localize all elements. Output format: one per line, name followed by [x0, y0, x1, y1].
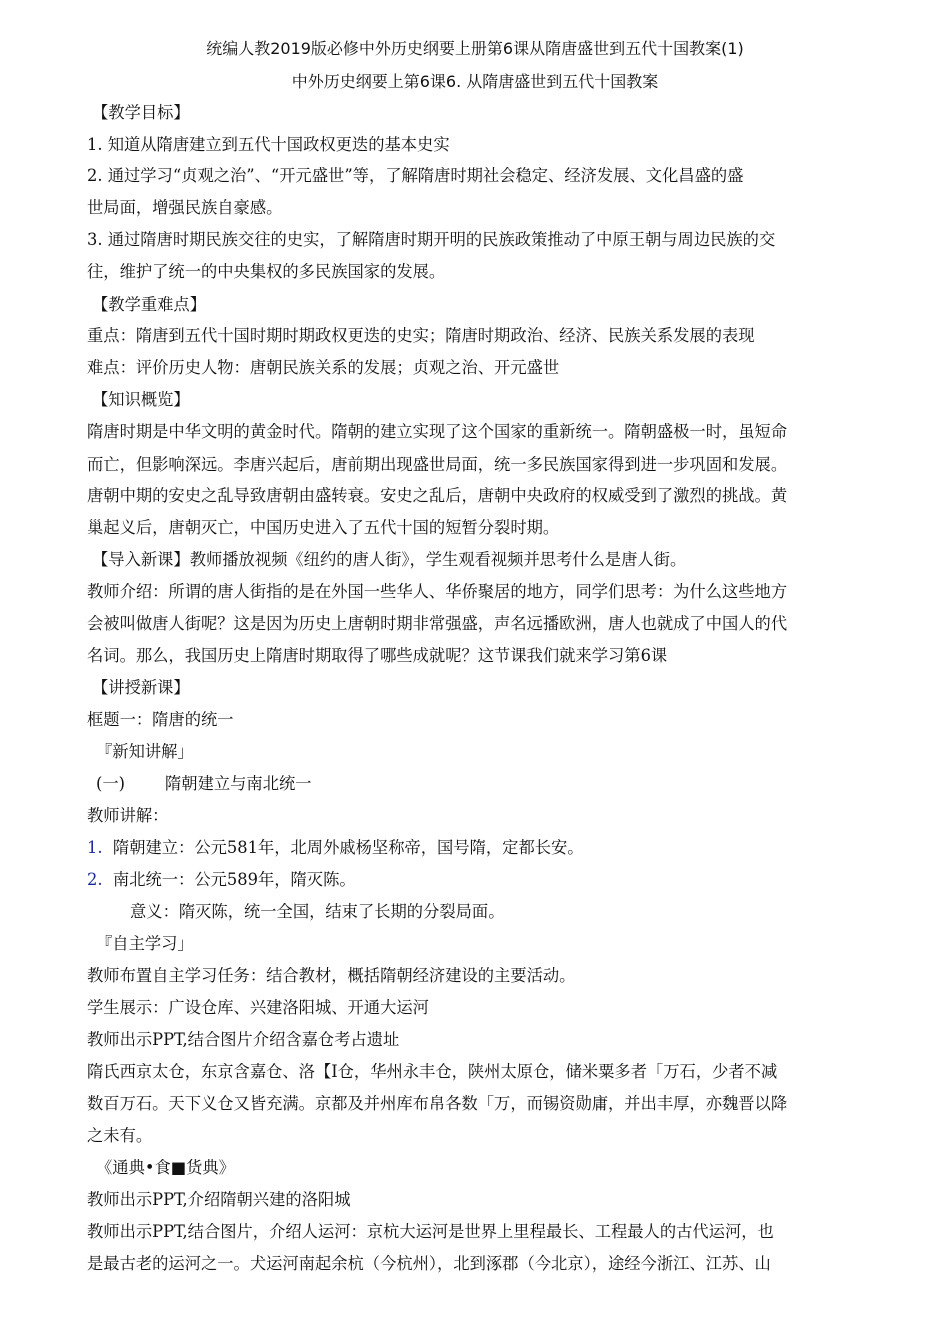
- paragraph-line: 难点：评价历史人物：唐朝民族关系的发展；贞观之治、开元盛世: [87, 358, 560, 377]
- item-text: 隋朝建立：公元581年，北周外戚杨坚称帝，国号隋，定都长安。: [112, 838, 584, 857]
- section-heading-overview: 【知识概览】: [92, 390, 190, 409]
- paragraph-line: 隋唐时期是中华文明的黄金时代。隋朝的建立实现了这个国家的重新统一。隋朝盛极一时，虽短命: [87, 422, 788, 441]
- paragraph-line: 教师出示PPT,介绍隋朝兴建的洛阳城: [87, 1190, 351, 1209]
- paragraph-line: 世局面，增强民族自豪感。: [87, 198, 283, 217]
- quote-line: 隋氏西京太仓，东京含嘉仓、洛【I仓，华州永丰仓，陕州太原仓，储米粟多者「万石，少者不减: [87, 1062, 778, 1081]
- paragraph-line: 教师出示PPT,结合图片，介绍人运河：京杭大运河是世界上里程最长、工程最人的古代运河，也: [87, 1222, 774, 1241]
- subsection-heading: 『自主学习」: [96, 934, 194, 953]
- paragraph-line: 唐朝中期的安史之乱导致唐朝由盛转衰。安史之乱后，唐朝中央政府的权威受到了激烈的挑战。黄: [87, 486, 788, 505]
- section-heading-new-lesson: 【讲授新课】: [92, 678, 190, 697]
- subsection-heading: 『新知讲解」: [96, 742, 194, 761]
- paragraph-line: 【导入新课】教师播放视频《纽约的唐人街》，学生观看视频并思考什么是唐人街。: [92, 550, 687, 569]
- paragraph-line: 教师布置自主学习任务：结合教材，概括隋朝经济建设的主要活动。: [87, 966, 576, 985]
- item-number: 2.: [87, 870, 103, 889]
- paragraph-line: 3. 通过隋唐时期民族交往的史实，了解隋唐时期开明的民族政策推动了中原王朝与周边民族的交: [87, 230, 776, 249]
- paragraph-line: 2. 通过学习“贞观之治”、“开元盛世”等，了解隋唐时期社会稳定、经济发展、文化昌盛的盛: [87, 166, 744, 185]
- section-heading-key-points: 【教学重难点】: [92, 295, 206, 314]
- quote-source: 《通典•食■货典》: [96, 1158, 235, 1177]
- numbered-item: [87, 837, 867, 859]
- paragraph-line: 是最古老的运河之一。犬运河南起余杭（今杭州），北到涿郡（今北京），途经今浙江、江苏、山: [87, 1254, 771, 1273]
- document-subtitle: 中外历史纲要上第6课6. 从隋唐盛世到五代十国教案: [291, 72, 659, 91]
- numbered-item: [87, 869, 867, 891]
- paragraph-line: 教师介绍：所谓的唐人街指的是在外国一些华人、华侨聚居的地方，同学们思考：为什么这些地方: [87, 582, 788, 601]
- paragraph-line: 往，维护了统一的中央集权的多民族国家的发展。: [87, 262, 446, 281]
- paragraph-line: 学生展示：广设仓库、兴建洛阳城、开通大运河: [87, 998, 429, 1017]
- paragraph-line: 而亡，但影响深远。李唐兴起后，唐前期出现盛世局面，统一多民族国家得到进一步巩固和发展。: [87, 455, 788, 474]
- paragraph-line: 1. 知道从隋唐建立到五代十国政权更迭的基本史实: [87, 135, 450, 154]
- paragraph-line: 教师出示PPT,结合图片介绍含嘉仓考占遗址: [87, 1030, 400, 1049]
- quote-line: 数百万石。天下义仓又皆充满。京都及并州库布帛各数「万，而锡资勋庸，并出丰厚，亦魏晋以降: [87, 1094, 788, 1113]
- subsection-title-row: [96, 773, 876, 795]
- paragraph-line: 名词。那么，我国历史上隋唐时期取得了哪些成就呢？这节课我们就来学习第6课: [87, 646, 668, 665]
- paragraph-line: 意义：隋灭陈，统一全国，结束了长期的分裂局面。: [130, 902, 505, 921]
- paragraph-line: 框题一：隋唐的统一: [87, 710, 234, 729]
- subsection-number: (一): [96, 774, 125, 793]
- item-number: 1.: [87, 838, 103, 857]
- document-title: 统编人教2019版必修中外历史纲要上册第6课从隋唐盛世到五代十国教案(1): [206, 39, 744, 58]
- quote-line: 之未有。: [87, 1126, 153, 1145]
- paragraph-line: 会被叫做唐人街呢？这是因为历史上唐朝时期非常强盛，声名远播欧洲，唐人也就成了中国人的代: [87, 614, 788, 633]
- item-text: 南北统一：公元589年，隋灭陈。: [112, 870, 356, 889]
- section-heading-objectives: 【教学目标】: [92, 103, 190, 122]
- paragraph-line: 教师讲解：: [87, 806, 169, 825]
- paragraph-line: 重点：隋唐到五代十国时期时期政权更迭的史实；隋唐时期政治、经济、民族关系发展的表现: [87, 326, 755, 345]
- subsection-title: 隋朝建立与南北统一: [165, 774, 312, 793]
- paragraph-line: 巢起义后，唐朝灭亡，中国历史进入了五代十国的短暂分裂时期。: [87, 518, 560, 537]
